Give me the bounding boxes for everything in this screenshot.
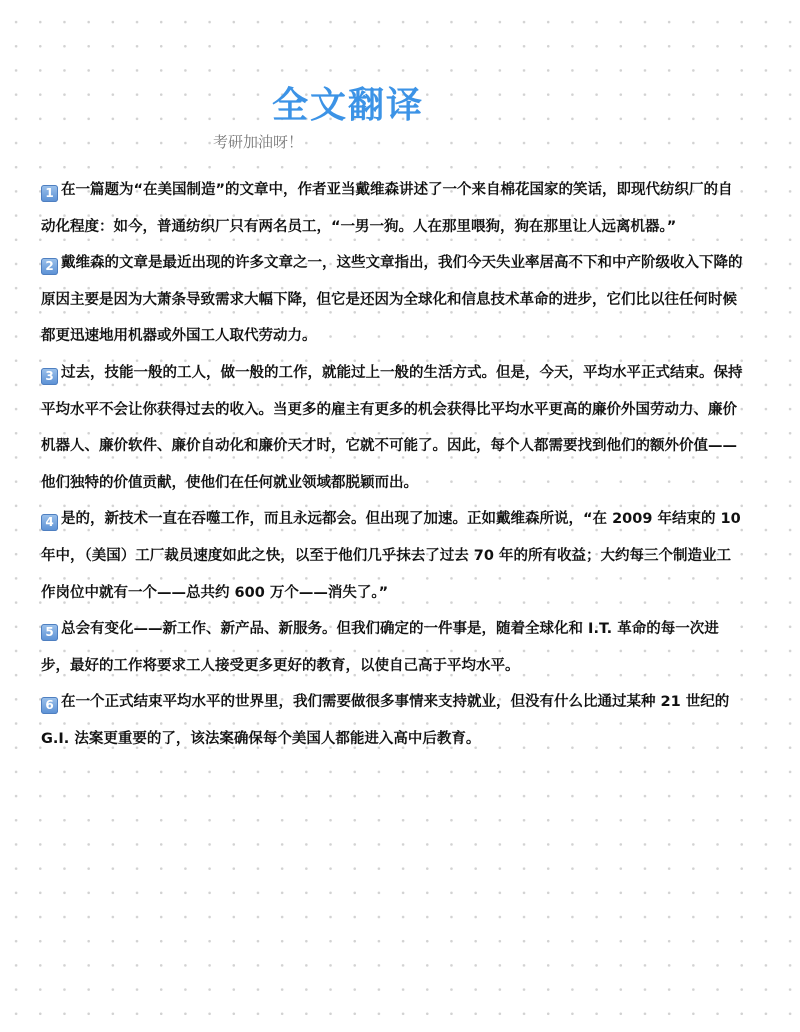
paragraph-text: 是的，新技术一直在吞噬工作，而且永远都会。但出现了加速。正如戴维森所说，“在 2009 年结束的 10 年中，（美国）工厂裁员速度如此之快，以至于他们几乎抹去了过去 70 年的所有收益；大约每三个制造业工作岗位中就有一个——总共约 600 万个——消失了。”: [41, 511, 741, 601]
paragraph-text: 过去，技能一般的工人，做一般的工作，就能过上一般的生活方式。但是，今天，平均水平正式结束。保持平均水平不会让你获得过去的收入。当更多的雇主有更多的机会获得比平均水平更高的廉价外国劳动力、廉价机器人、廉价软件、廉价自动化和廉价天才时，它就不可能了。因此，每个人都需要找到他们的额外价值——他们独特的价值贡献，使他们在任何就业领域都脱颖而出。: [41, 364, 743, 491]
paragraph-text: 在一个正式结束平均水平的世界里，我们需要做很多事情来支持就业，但没有什么比通过某种 21 世纪的 G.I. 法案更重要的了，该法案确保每个美国人都能进入高中后教育。: [41, 694, 730, 747]
number-badge-icon: 4: [41, 514, 58, 531]
paragraph-6: [41, 684, 745, 757]
paragraph-4: [41, 501, 745, 611]
number-badge-icon: 3: [41, 368, 58, 385]
paragraph-5: [41, 611, 745, 684]
paragraph-3: [41, 355, 745, 501]
paragraph-1: [41, 172, 745, 245]
number-badge-icon: 5: [41, 624, 58, 641]
page-title: 全文翻译: [272, 85, 425, 126]
paragraph-2: [41, 245, 745, 355]
paragraph-text: 总会有变化——新工作、新产品、新服务。但我们确定的一件事是，随着全球化和 I.T. 革命的每一次进步，最好的工作将要求工人接受更多更好的教育，以使自己高于平均水平。: [41, 621, 719, 674]
paragraph-text: 在一篇题为“在美国制造”的文章中，作者亚当戴维森讲述了一个来自棉花国家的笑话，即现代纺织厂的自动化程度：如今，普通纺织厂只有两名员工，“一男一狗。人在那里喂狗，狗在那里让人远离机器。”: [41, 182, 733, 235]
translation-body: [41, 172, 745, 758]
number-badge-icon: 2: [41, 258, 58, 275]
number-badge-icon: 6: [41, 697, 58, 714]
number-badge-icon: 1: [41, 185, 58, 202]
page-subtitle: 考研加油呀！: [213, 133, 304, 151]
paragraph-text: 戴维森的文章是最近出现的许多文章之一，这些文章指出，我们今天失业率居高不下和中产阶级收入下降的原因主要是因为大萧条导致需求大幅下降，但它是还因为全球化和信息技术革命的进步，它们比以往任何时候都更迅速地用机器或外国工人取代劳动力。: [41, 255, 743, 345]
